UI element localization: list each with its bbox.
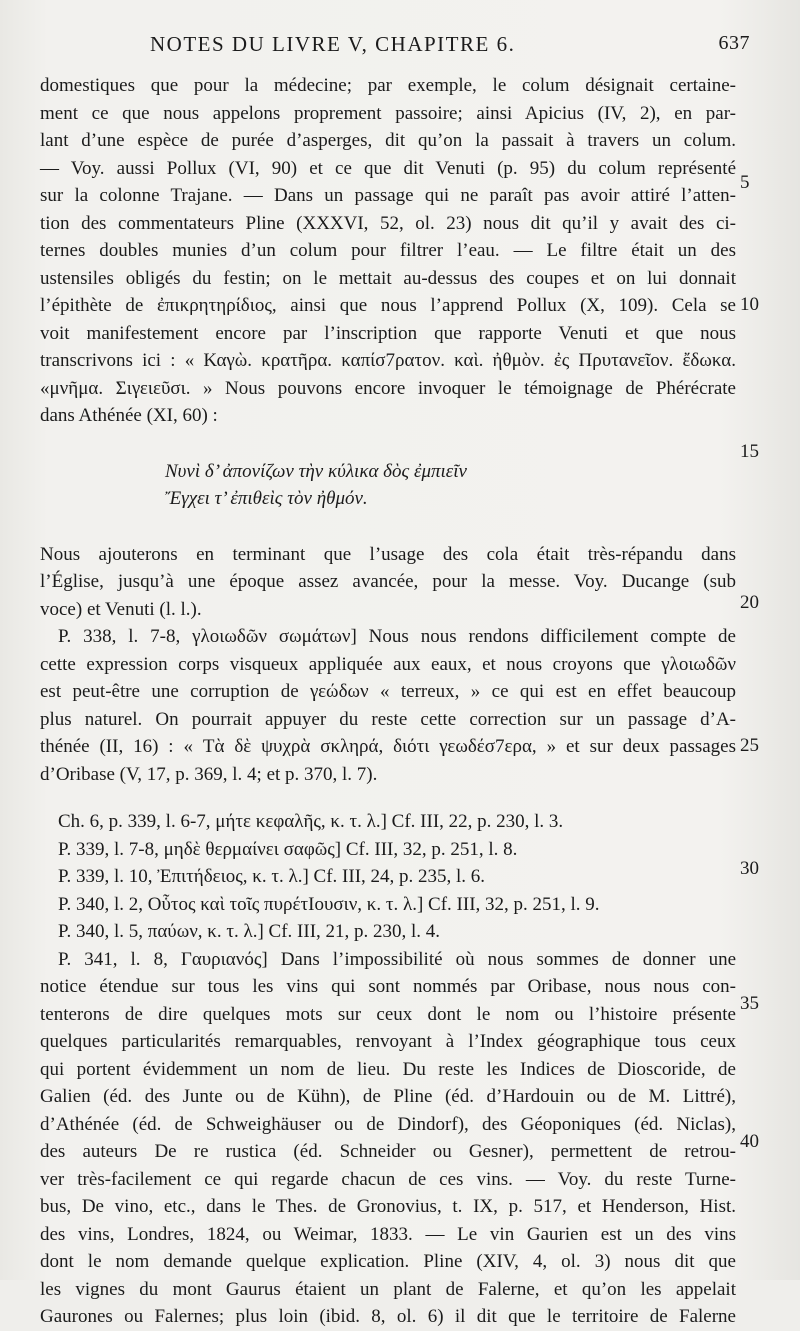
text-line: Gaurones ou Falernes; plus loin (ibid. 8, ol. 6) il dit que le territoire de Falerne [40, 1306, 736, 1327]
text-line: est peut-être une corruption de γεώδων « terreux, » ce qui est en effet beaucoup [40, 681, 736, 702]
text-line: P. 339, l. 7-8, μηδὲ θερμαίνει σαφῶς] Cf. III, 32, p. 251, l. 8. [58, 838, 518, 860]
text-line: bus, De vino, etc., dans le Thes. de Gronovius, t. IX, p. 517, et Henderson, Hist. [40, 1196, 736, 1217]
page-number: 637 [718, 32, 750, 54]
text-line: P. 340, l. 2, Οὗτος καὶ τοῖς πυρέτΙουσιν, κ. τ. λ.] Cf. III, 32, p. 251, l. 9. [58, 893, 600, 915]
text-line: ustensiles obligés du festin; on le mettait au-dessus des coupes et on lui donnait [40, 267, 736, 289]
spacer [40, 513, 736, 541]
line-number: 10 [740, 294, 759, 315]
spacer [40, 430, 736, 458]
line-number: 25 [740, 735, 759, 756]
text-line: cette expression corps visqueux appliquée aux eaux, et nous croyons que γλοιωδῶν [40, 653, 736, 675]
text-line: les vignes du mont Gaurus étaient un plant de Falerne, et qu’on les appelait [40, 1278, 736, 1300]
body-text [40, 72, 736, 1331]
text-line: des auteurs De re rustica (éd. Schneider ou Gesner), permettent de retrou- [40, 1141, 736, 1162]
text-line: — Voy. aussi Pollux (VI, 90) et ce que dit Venuti (p. 95) du colum représenté [40, 157, 736, 179]
text-line: dans Athénée (XI, 60) : [40, 405, 218, 426]
text-line: plus naturel. On pourrait appuyer du reste cette correction sur un passage d’A- [40, 708, 736, 730]
text-line: des vins, Londres, 1824, ou Weimar, 1833. — Le vin Gaurien est un des vins [40, 1223, 736, 1245]
text-line: Nous ajouterons en terminant que l’usage des cola était très-répandu dans [40, 543, 736, 565]
text-line: Ch. 6, p. 339, l. 6-7, μήτε κεφαλῆς, κ. τ. λ.] Cf. III, 22, p. 230, l. 3. [58, 811, 564, 832]
running-header [150, 32, 750, 62]
text-line: ver très-facilement ce qui regarde chacun de ces vins. — Voy. du reste Turne- [40, 1168, 736, 1190]
text-line: Galien (éd. des Junte ou de Kühn), de Pline (éd. d’Hardouin ou de M. Littré), [40, 1086, 736, 1107]
text-line: l’Église, jusqu’à une époque assez avancée, pour la messe. Voy. Ducange (sub [40, 571, 736, 592]
line-number: 20 [740, 592, 759, 613]
text-line: quelques particularités remarquables, renvoyant à l’Index géographique tous ceux [40, 1031, 736, 1052]
text-line: l’épithète de ἐπικρητηρίδιος, ainsi que nous l’apprend Pollux (X, 109). Cela se [40, 295, 736, 316]
text-line: tenterons de dire quelques mots sur ceux dont le nom ou l’histoire présente [40, 1003, 736, 1025]
text-line: P. 338, l. 7-8, γλοιωδῶν σωμάτων] Nous nous rendons difficilement compte de [58, 626, 736, 647]
line-number: 35 [740, 993, 759, 1014]
text-line: sur la colonne Trajane. — Dans un passage qui ne paraît pas avoir attiré l’atten- [40, 185, 736, 206]
text-line: lant d’une espèce de purée d’asperges, dit qu’on la passait à travers un colum. [40, 130, 736, 151]
text-line: transcrivons ici : « Καγὼ. κρατῆρα. καπίσ7ρατον. καὶ. ἠθμὸν. ἐς Πρυτανεῖον. ἔδωκα. [40, 350, 736, 371]
text-line: notice étendue sur tous les vins qui sont nommés par Oribase, nous nous con- [40, 976, 736, 997]
header-title: NOTES DU LIVRE V, CHAPITRE 6. [150, 32, 516, 56]
text-line: thénée (II, 16) : « Τὰ δὲ ψυχρὰ σκληρά, διότι γεωδέσ7ερα, » et sur deux passages [40, 736, 736, 757]
text-line: dont le nom demande quelque explication. Pline (XIV, 4, ol. 3) nous dit que [40, 1251, 736, 1272]
line-number: 30 [740, 858, 759, 879]
text-line: ternes doubles munies d’un colum pour filtrer l’eau. — Le filtre était un des [40, 240, 736, 261]
text-line: voit manifestement encore par l’inscription que rapporte Venuti et que nous [40, 322, 736, 344]
text-line: d’Athénée (éd. de Schweighäuser ou de Dindorf), des Géoponiques (éd. Niclas), [40, 1113, 736, 1135]
line-number: 15 [740, 441, 759, 462]
verse-line: Ἔγχει τ’ ἐπιθεὶς τὸν ἠθμόν. [165, 488, 368, 509]
text-line: qui portent évidemment un nom de lieu. Du reste les Indices de Dioscoride, de [40, 1058, 736, 1080]
text-line: «μνῆμα. Σιγειεῦσι. » Nous pouvons encore invoquer le témoignage de Phérécrate [40, 377, 736, 399]
line-number: 40 [740, 1131, 759, 1152]
text-line: domestiques que pour la médecine; par exemple, le colum désignait certaine- [40, 75, 736, 96]
text-line: tion des commentateurs Pline (XXXVI, 52, ol. 23) nous dit qu’il y avait des ci- [40, 212, 736, 234]
text-line: P. 341, l. 8, Γαυριανός] Dans l’impossibilité où nous sommes de donner une [58, 948, 736, 970]
verse-line: Νυνὶ δ’ ἀπονίζων τὴν κύλικα δὸς ἐμπιεῖν [165, 460, 467, 482]
text-line: P. 339, l. 10, Ἐπιτήδειος, κ. τ. λ.] Cf. III, 24, p. 235, l. 6. [58, 866, 486, 887]
line-number: 5 [740, 172, 750, 193]
spacer [40, 788, 736, 808]
text-line: P. 340, l. 5, παύων, κ. τ. λ.] Cf. III, 21, p. 230, l. 4. [58, 921, 441, 942]
text-line: d’Oribase (V, 17, p. 369, l. 4; et p. 370, l. 7). [40, 763, 378, 785]
text-line: ment ce que nous appelons proprement passoire; ainsi Apicius (IV, 2), en par- [40, 102, 736, 124]
text-line: voce) et Venuti (l. l.). [40, 598, 202, 620]
